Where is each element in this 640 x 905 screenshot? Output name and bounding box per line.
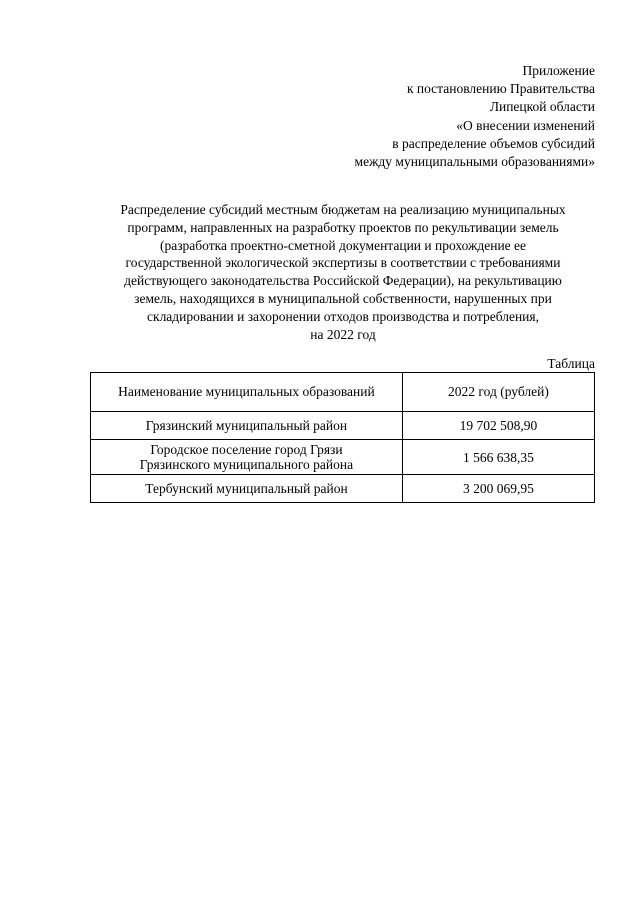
appendix-line: в распределение объемов субсидий: [392, 135, 595, 151]
amount-cell: 3 200 069,95: [402, 475, 594, 503]
header-municipality-name: Наименование муниципальных образований: [91, 373, 403, 412]
municipality-name-cell: [91, 440, 403, 475]
appendix-line: Липецкой области: [489, 99, 595, 115]
municipality-name-line: Городское поселение город Грязи: [150, 442, 343, 457]
table-caption: Таблица: [547, 356, 595, 371]
subsidy-distribution-table: [90, 372, 595, 503]
amount-cell: 19 702 508,90: [402, 412, 594, 440]
municipality-name-line: Грязинского муниципального района: [139, 457, 354, 472]
document-title: [88, 201, 598, 343]
title-line: на 2022 год: [310, 326, 376, 342]
table-row: [91, 440, 595, 475]
title-line: складировании и захоронении отходов производства и потребления,: [147, 308, 539, 324]
appendix-line: Приложение: [522, 63, 595, 78]
appendix-block: [195, 62, 595, 171]
appendix-line: к постановлению Правительства: [406, 81, 595, 97]
amount-cell: 1 566 638,35: [402, 440, 594, 475]
table-header-row: [91, 373, 595, 412]
title-line: программ, направленных на разработку проектов по рекультивации земель: [127, 219, 559, 235]
title-line: государственной экологической экспертизы в соответствии с требованиями: [125, 255, 561, 271]
municipality-name-cell: [91, 475, 403, 503]
municipality-name-line: Грязинский муниципальный район: [145, 418, 348, 433]
header-amount-2022: 2022 год (рублей): [402, 373, 594, 412]
table-row: [91, 412, 595, 440]
municipality-name-cell: [91, 412, 403, 440]
municipality-name-line: Тербунский муниципальный район: [145, 481, 348, 496]
title-line: действующего законодательства Российской Федерации), на рекультивацию: [124, 273, 562, 289]
appendix-line: «О внесении изменений: [456, 117, 595, 133]
title-line: земель, находящихся в муниципальной собственности, нарушенных при: [134, 290, 552, 306]
table-row: [91, 475, 595, 503]
title-line: (разработка проектно-сметной документации и прохождение ее: [159, 237, 527, 253]
appendix-line: между муниципальными образованиями»: [354, 154, 595, 170]
title-line: Распределение субсидий местным бюджетам на реализацию муниципальных: [120, 202, 566, 217]
